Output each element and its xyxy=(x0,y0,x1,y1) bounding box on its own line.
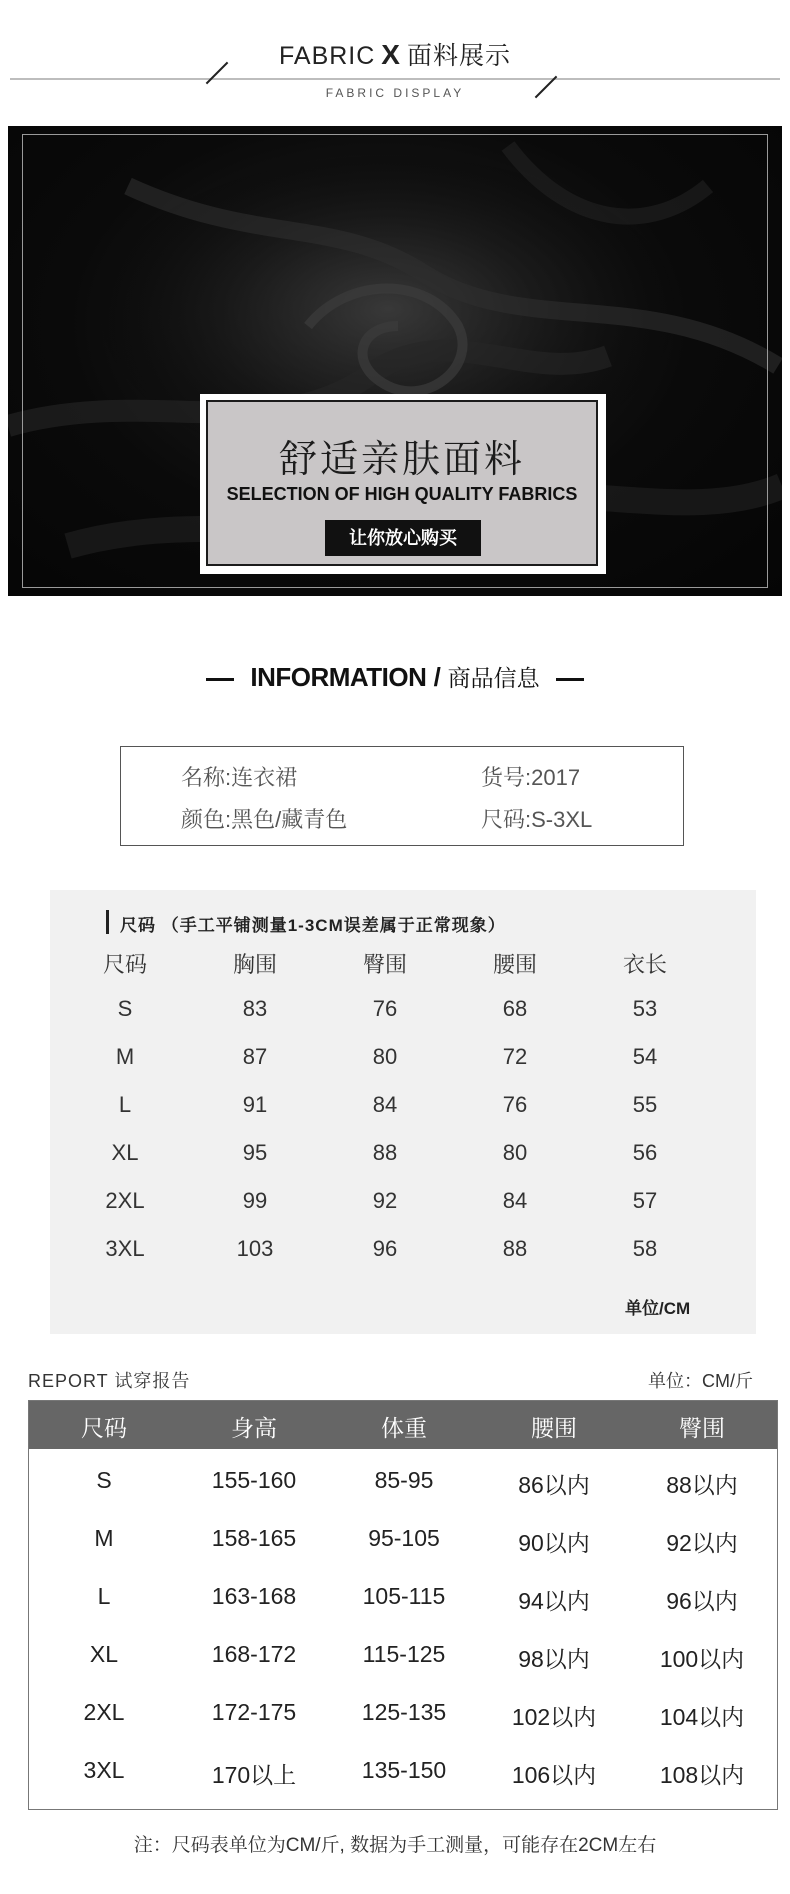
size-cell: 3XL xyxy=(105,1236,145,1261)
size-cell: XL xyxy=(111,1140,139,1165)
report-cell: 115-125 xyxy=(362,1641,446,1667)
buy-with-confidence-button[interactable]: 让你放心购买 xyxy=(325,520,481,556)
report-label: REPORT 试穿报告 xyxy=(28,1371,191,1391)
report-cell: L xyxy=(97,1583,111,1609)
info-heading-sep: / xyxy=(433,662,441,692)
report-col-header: 体重 xyxy=(381,1415,427,1441)
report-cell: 100以内 xyxy=(659,1646,745,1672)
dash-right xyxy=(556,678,584,681)
report-cell: 135-150 xyxy=(361,1757,447,1783)
info-color-value: 黑色/藏青色 xyxy=(231,807,348,832)
fabric-caption-title: 舒适亲肤面料 xyxy=(278,439,525,481)
size-cell: 56 xyxy=(632,1140,658,1165)
info-name-value: 连衣裙 xyxy=(231,765,298,790)
size-cell: 58 xyxy=(632,1236,658,1261)
size-cell: 88 xyxy=(502,1236,528,1261)
info-item-value: 2017 xyxy=(531,765,581,790)
info-name xyxy=(181,761,297,792)
product-info-box xyxy=(120,746,684,846)
report-cell: S xyxy=(96,1467,112,1493)
info-color xyxy=(181,803,347,834)
info-heading-en: INFORMATION xyxy=(250,662,427,692)
report-cell: 85-95 xyxy=(374,1467,434,1493)
info-name-label: 名称: xyxy=(181,765,232,790)
report-note: 注：尺码表单位为CM/斤, 数据为手工测量，可能存在2CM左右 xyxy=(133,1835,657,1856)
size-cell: 2XL xyxy=(105,1188,145,1213)
report-col-header: 腰围 xyxy=(531,1415,577,1441)
fabric-caption-card xyxy=(200,394,606,574)
report-cell: 155-160 xyxy=(211,1467,297,1493)
size-cell: 96 xyxy=(372,1236,398,1261)
report-cell: 125-135 xyxy=(361,1699,447,1725)
info-size-value: S-3XL xyxy=(531,807,593,832)
report-col-header: 臀围 xyxy=(679,1415,725,1441)
size-cell: 83 xyxy=(242,996,268,1021)
report-col-header: 身高 xyxy=(231,1415,277,1441)
info-color-label: 颜色: xyxy=(181,807,232,832)
size-cell: 95 xyxy=(242,1140,268,1165)
section-subtitle-fabric: FABRIC DISPLAY xyxy=(325,86,465,100)
size-cell: 88 xyxy=(372,1140,398,1165)
size-title-bar xyxy=(106,910,109,934)
size-cell: 80 xyxy=(372,1044,398,1069)
size-chart-unit: 单位/CM xyxy=(625,1299,691,1318)
report-cell: XL xyxy=(89,1641,119,1667)
size-col-header: 臀围 xyxy=(362,952,407,977)
info-size xyxy=(481,803,592,834)
report-cell: 172-175 xyxy=(211,1699,297,1725)
report-cell: 170以上 xyxy=(211,1762,297,1788)
info-item xyxy=(481,761,580,792)
size-cell: 84 xyxy=(502,1188,528,1213)
size-cell: 84 xyxy=(372,1092,398,1117)
size-cell: S xyxy=(117,996,133,1021)
size-cell: 72 xyxy=(502,1044,528,1069)
report-cell: 90以内 xyxy=(518,1530,590,1556)
report-cell: 102以内 xyxy=(511,1704,597,1730)
report-cell: 105-115 xyxy=(362,1583,446,1609)
fabric-caption-inner xyxy=(206,400,598,566)
size-chart-title: 尺码 （手工平铺测量1-3CM误差属于正常现象） xyxy=(120,916,506,935)
report-unit: 单位：CM/斤 xyxy=(648,1371,753,1391)
info-heading-zh: 商品信息 xyxy=(447,665,540,691)
size-cell: M xyxy=(115,1044,135,1069)
size-cell: 53 xyxy=(632,996,658,1021)
info-item-label: 货号: xyxy=(481,765,532,790)
report-cell: 94以内 xyxy=(518,1588,590,1614)
report-cell: 86以内 xyxy=(518,1472,590,1498)
size-cell: 103 xyxy=(236,1236,274,1261)
report-cell: 163-168 xyxy=(211,1583,297,1609)
report-cell: 88以内 xyxy=(666,1472,738,1498)
info-size-label: 尺码: xyxy=(481,807,532,832)
size-cell: 54 xyxy=(632,1044,658,1069)
size-cell: L xyxy=(118,1092,132,1117)
size-cell: 76 xyxy=(502,1092,528,1117)
size-cell: 57 xyxy=(632,1188,658,1213)
size-cell: 55 xyxy=(632,1092,658,1117)
report-cell: 92以内 xyxy=(666,1530,738,1556)
report-cell: M xyxy=(94,1525,114,1551)
title-zh: 面料展示 xyxy=(406,42,511,70)
report-col-header: 尺码 xyxy=(81,1415,127,1441)
report-cell: 95-105 xyxy=(368,1525,440,1551)
size-cell: 68 xyxy=(502,996,528,1021)
title-x: X xyxy=(381,39,401,70)
size-cell: 76 xyxy=(372,996,398,1021)
fabric-photo xyxy=(8,126,782,596)
dash-left xyxy=(206,678,234,681)
size-cell: 91 xyxy=(242,1092,268,1117)
size-chart-panel xyxy=(50,890,756,1334)
report-cell: 2XL xyxy=(83,1699,125,1725)
header-divider xyxy=(10,78,780,80)
size-cell: 99 xyxy=(242,1188,268,1213)
size-cell: 92 xyxy=(372,1188,398,1213)
fabric-caption-subtitle: SELECTION OF HIGH QUALITY FABRICS xyxy=(226,484,578,504)
size-cell: 80 xyxy=(502,1140,528,1165)
size-col-header: 尺码 xyxy=(102,952,147,977)
report-cell: 108以内 xyxy=(659,1762,745,1788)
report-cell: 98以内 xyxy=(518,1646,590,1672)
size-col-header: 腰围 xyxy=(492,952,537,977)
report-cell: 158-165 xyxy=(211,1525,297,1551)
report-cell: 3XL xyxy=(83,1757,125,1783)
size-col-header: 衣长 xyxy=(622,952,667,977)
section-title-information xyxy=(0,660,790,693)
report-cell: 106以内 xyxy=(511,1762,597,1788)
size-cell: 87 xyxy=(242,1044,268,1069)
title-en: FABRIC xyxy=(279,42,376,70)
report-cell: 104以内 xyxy=(659,1704,745,1730)
size-col-header: 胸围 xyxy=(232,952,277,977)
report-cell: 96以内 xyxy=(666,1588,738,1614)
report-cell: 168-172 xyxy=(211,1641,297,1667)
report-table xyxy=(28,1400,778,1810)
section-title-fabric xyxy=(0,36,790,72)
